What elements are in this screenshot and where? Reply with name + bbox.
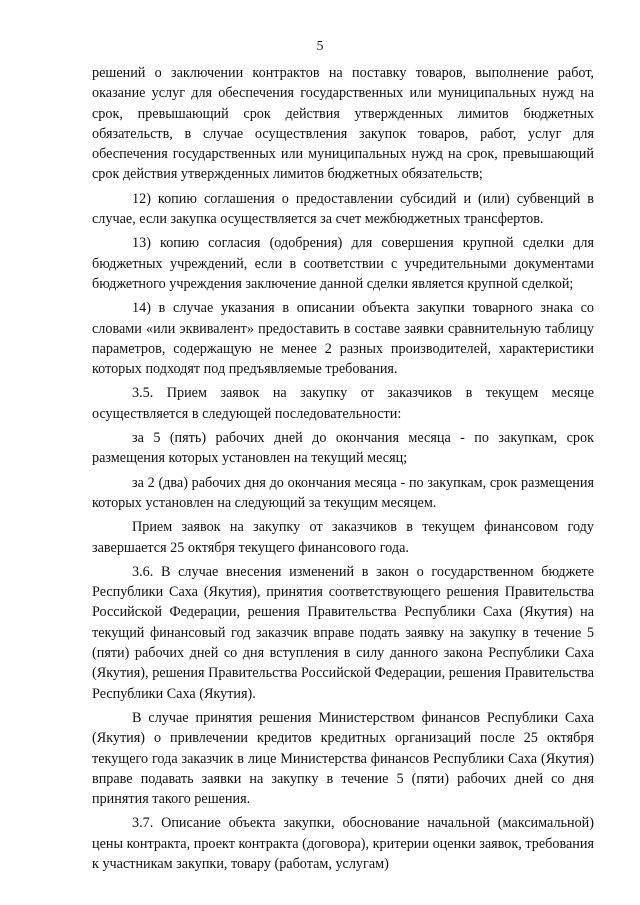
page-number: 5 [316, 38, 324, 53]
paragraph: В случае принятия решения Министерством финансов Республики Саха (Якутия) о привлечении кредитов кредитных организаций после 25 октября текущего года заказчик в лице Министерства финансов Республики Саха (Якутия) вправе подавать заявки на закупку в течение 5 (пяти) рабочих дней со дня принятия такого решения. [92, 709, 594, 808]
paragraph: 3.7. Описание объекта закупки, обоснование начальной (максимальной) цены контракта, проект контракта (договора), критерии оценки заявок, требования к участникам закупки, товару (работам, услугам) [92, 815, 594, 872]
paragraph: 12) копию соглашения о предоставлении субсидий и (или) субвенций в случае, если закупка осуществляется за счет межбюджетных трансфертов. [92, 190, 594, 228]
paragraph: 13) копию согласия (одобрения) для совершения крупной сделки для бюджетных учреждений, если в соответствии с учредительными документами бюджетного учреждения заключение данной сделки является крупной сделкой; [92, 235, 594, 292]
paragraph: за 5 (пять) рабочих дней до окончания месяца - по закупкам, срок размещения которых установлен на текущий месяц; [92, 430, 594, 467]
paragraph: 3.6. В случае внесения изменений в закон о государственном бюджете Республики Саха (Якутия), принятия соответствующего решения Правительства Российской Федерации, решения Правительства Республики Саха (Якутия) на текущий финансовый год заказчик вправе подать заявку на закупку в течение 5 (пяти) рабочих дней со дня вступления в силу данного закона Республики Саха (Якутия), решения Правительства Российской Федерации, решения Правительства Республики Саха (Якутия). [92, 563, 594, 702]
document-body [92, 63, 594, 874]
paragraph: за 2 (два) рабочих дня до окончания месяца - по закупкам, срок размещения которых установлен на следующий за текущим месяцем. [92, 474, 594, 511]
paragraph: 3.5. Прием заявок на закупку от заказчиков в текущем месяце осуществляется в следующей последовательности: [92, 385, 594, 422]
paragraph: Прием заявок на закупку от заказчиков в текущем финансовом году завершается 25 октября текущего финансового года. [92, 519, 594, 556]
paragraph: решений о заключении контрактов на поставку товаров, выполнение работ, оказание услуг для обеспечения государственных или муниципальных нужд на срок, превышающий срок действия утвержденных лимитов бюджетных обязательств, в случае осуществления закупок товаров, работ, услуг для обеспечения государственных или муниципальных нужд на срок, превышающий срок действия утвержденных лимитов бюджетных обязательств; [92, 65, 594, 183]
paragraph: 14) в случае указания в описании объекта закупки товарного знака со словами «или эквивалент» предоставить в составе заявки сравнительную таблицу параметров, содержащую не менее 2 разных производителей, характеристики которых подходят под предъявляемые требования. [92, 300, 594, 378]
